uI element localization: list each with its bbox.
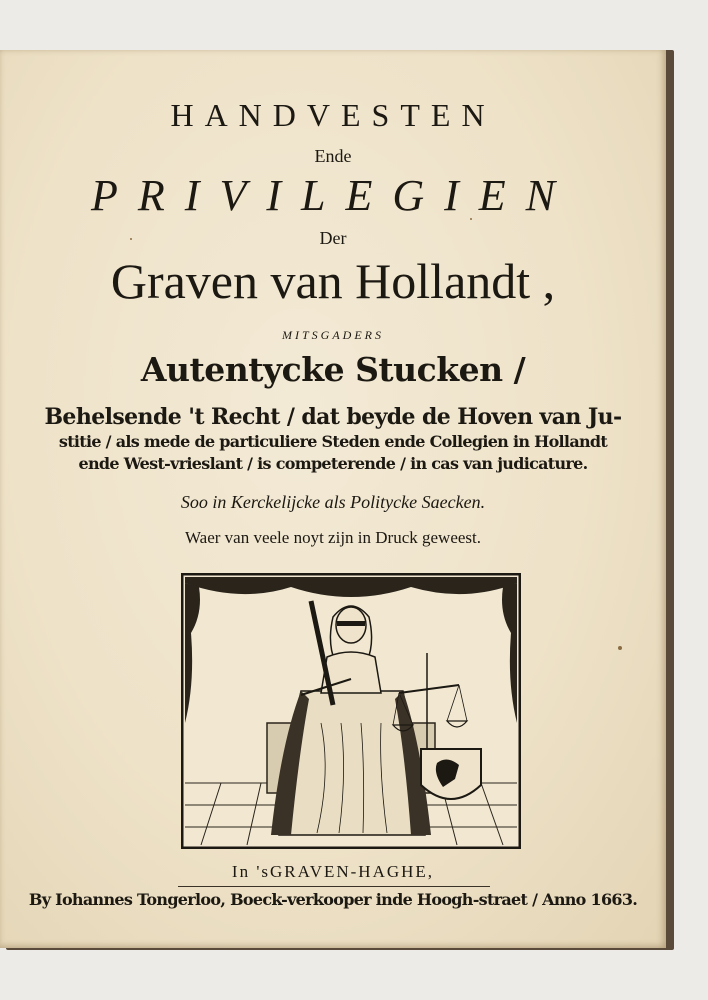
subtitle-soo: Soo in Kerckelijcke als Politycke Saecken. [180, 492, 486, 512]
subtitle-line-2: stitie / als mede de particuliere Steden ende Collegien in Hollandt [58, 432, 608, 451]
title-ende: Ende [314, 146, 352, 166]
title-autentycke: Autentycke Stucken / [140, 350, 526, 389]
subtitle-line-1: Behelsende 't Recht / dat beyde de Hoven van Ju- [44, 404, 622, 430]
subtitle-waer: Waer van veele noyt zijn in Druck geweest. [184, 528, 481, 547]
imprint-place: In 'sGRAVEN-HAGHE, [231, 862, 435, 881]
title-privilegien: PRIVILEGIEN [91, 171, 575, 220]
imprint-rule [178, 886, 490, 887]
title-mitsgaders: MITSGADERS [282, 328, 384, 342]
subtitle-line-3: ende West-vrieslant / is competerende / in cas van judicature. [78, 454, 588, 473]
title-graven: Graven van Hollandt , [110, 253, 556, 309]
ink-speck [618, 646, 622, 650]
imprint-printer: By Iohannes Tongerloo, Boeck-verkooper inde Hoogh-straet / Anno 1663. [28, 890, 638, 909]
justice-woodcut [181, 573, 521, 849]
title-page [0, 50, 666, 948]
title-der: Der [319, 228, 347, 248]
title-handvesten: HANDVESTEN [170, 97, 496, 133]
